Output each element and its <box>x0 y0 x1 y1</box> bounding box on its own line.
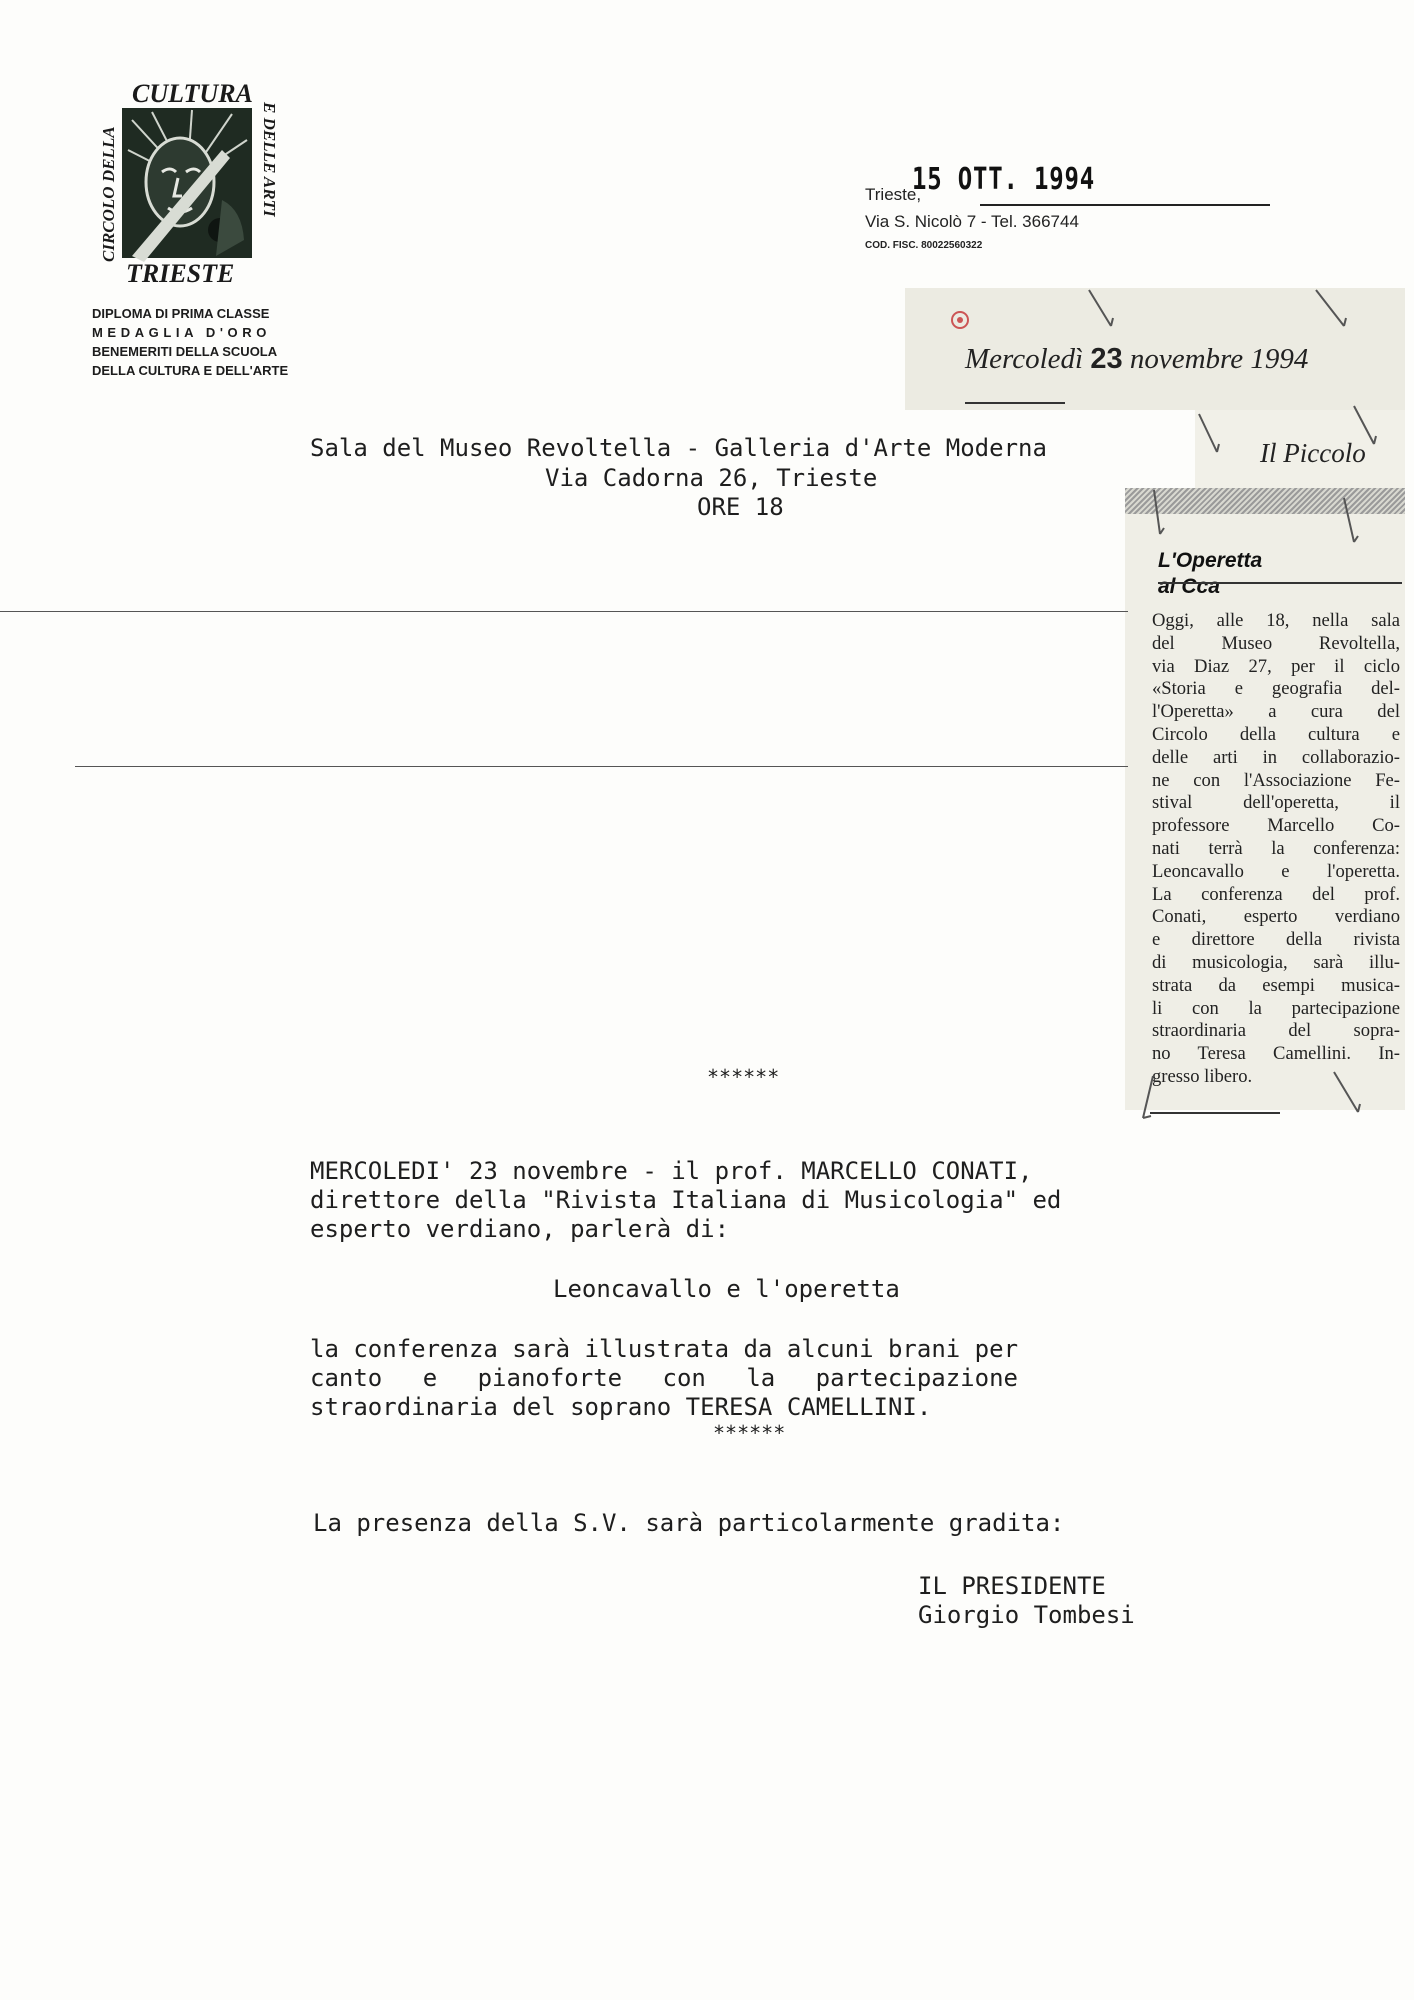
stamped-date: 15 OTT. 1994 <box>912 162 1095 197</box>
motto-line-2: MEDAGLIA D'ORO <box>92 325 271 340</box>
venue-time: ORE 18 <box>697 493 784 521</box>
announcement-line-1: MERCOLEDI' 23 novembre - il prof. MARCELLO CONATI, <box>310 1157 1033 1185</box>
closing-line: La presenza della S.V. sarà particolarmente gradita: <box>313 1509 1065 1537</box>
motto-line-4: DELLA CULTURA E DELL'ARTE <box>92 363 289 378</box>
newspaper-emblem-icon <box>948 308 972 332</box>
address-line: Via S. Nicolò 7 - Tel. 366744 <box>865 212 1079 231</box>
paper-clip-icon <box>1150 488 1178 540</box>
logo-text-circolo: CIRCOLO DELLA <box>99 126 118 262</box>
venue-line-1: Sala del Museo Revoltella - Galleria d'Arte Moderna <box>310 434 1047 462</box>
paper-clip-icon <box>1348 404 1380 449</box>
circolo-logo <box>92 80 288 286</box>
paper-clip-icon <box>1340 496 1368 548</box>
clipping-date-rule <box>965 402 1065 404</box>
motto-line-1: DIPLOMA DI PRIMA CLASSE <box>92 306 270 321</box>
logo-text-arti: E DELLE ARTI <box>260 102 279 217</box>
newspaper-name: Il Piccolo <box>1260 438 1366 468</box>
logo-text-trieste: TRIESTE <box>126 259 235 286</box>
paper-clip-icon <box>1195 412 1225 457</box>
details-line-1: la conferenza sarà illustrata da alcuni brani per <box>310 1335 1019 1363</box>
clipping-end-rule <box>1150 1112 1280 1114</box>
separator-stars-top: ****** <box>707 1065 780 1089</box>
fiscal-code: COD. FISC. 80022560322 <box>865 240 983 251</box>
clipping-body: Oggi, alle 18, nella sala del Museo Revoltella, via Diaz 27, per il ciclo «Storia e geografia del- l'Operetta» a cura del Circolo della cultura e delle arti in collaborazio- ne con l'Associazione Fe- stival dell'operetta, il professore Marcello Co- nati terrà la conferenza: Leoncavallo e l'operetta. La conferenza del prof. Conati, esperto verdiano e direttore della rivista di musicologia, sarà illu- strata da esempi musica- li con la partecipazione straordinaria del sopra- no Teresa Camellini. In- gresso libero. <box>1152 610 1400 1087</box>
signature-title: IL PRESIDENTE <box>918 1572 1106 1600</box>
signature-name: Giorgio Tombesi <box>918 1601 1135 1629</box>
announcement-line-3: esperto verdiano, parlerà di: <box>310 1215 730 1243</box>
venue-line-2: Via Cadorna 26, Trieste <box>545 464 878 492</box>
place-label: Trieste, <box>865 185 922 204</box>
paper-clip-icon <box>1085 288 1115 330</box>
clipping-date: Mercoledì 23 novembre 1994 <box>965 343 1309 375</box>
logo-text-cultura: CULTURA <box>132 80 253 108</box>
paper-clip-icon <box>1310 288 1350 330</box>
lecture-title: Leoncavallo e l'operetta <box>553 1275 900 1303</box>
separator-stars-bottom: ****** <box>713 1421 786 1445</box>
motto-line-3: BENEMERITI DELLA SCUOLA <box>92 344 278 359</box>
blank-rule-1 <box>0 611 1128 612</box>
details-line-3: straordinaria del soprano TERESA CAMELLINI. <box>310 1393 932 1421</box>
clipping-title: L'Operetta al Cca <box>1158 549 1263 598</box>
paper-clip-icon <box>1135 1074 1161 1124</box>
announcement-line-2: direttore della "Rivista Italiana di Musicologia" ed <box>310 1186 1062 1214</box>
blank-rule-2 <box>75 766 1128 767</box>
paper-clip-icon <box>1330 1070 1364 1118</box>
details-line-2: canto e pianoforte con la partecipazione <box>310 1364 1018 1392</box>
date-underline <box>980 204 1270 206</box>
clipping-title-rule <box>1158 582 1402 584</box>
